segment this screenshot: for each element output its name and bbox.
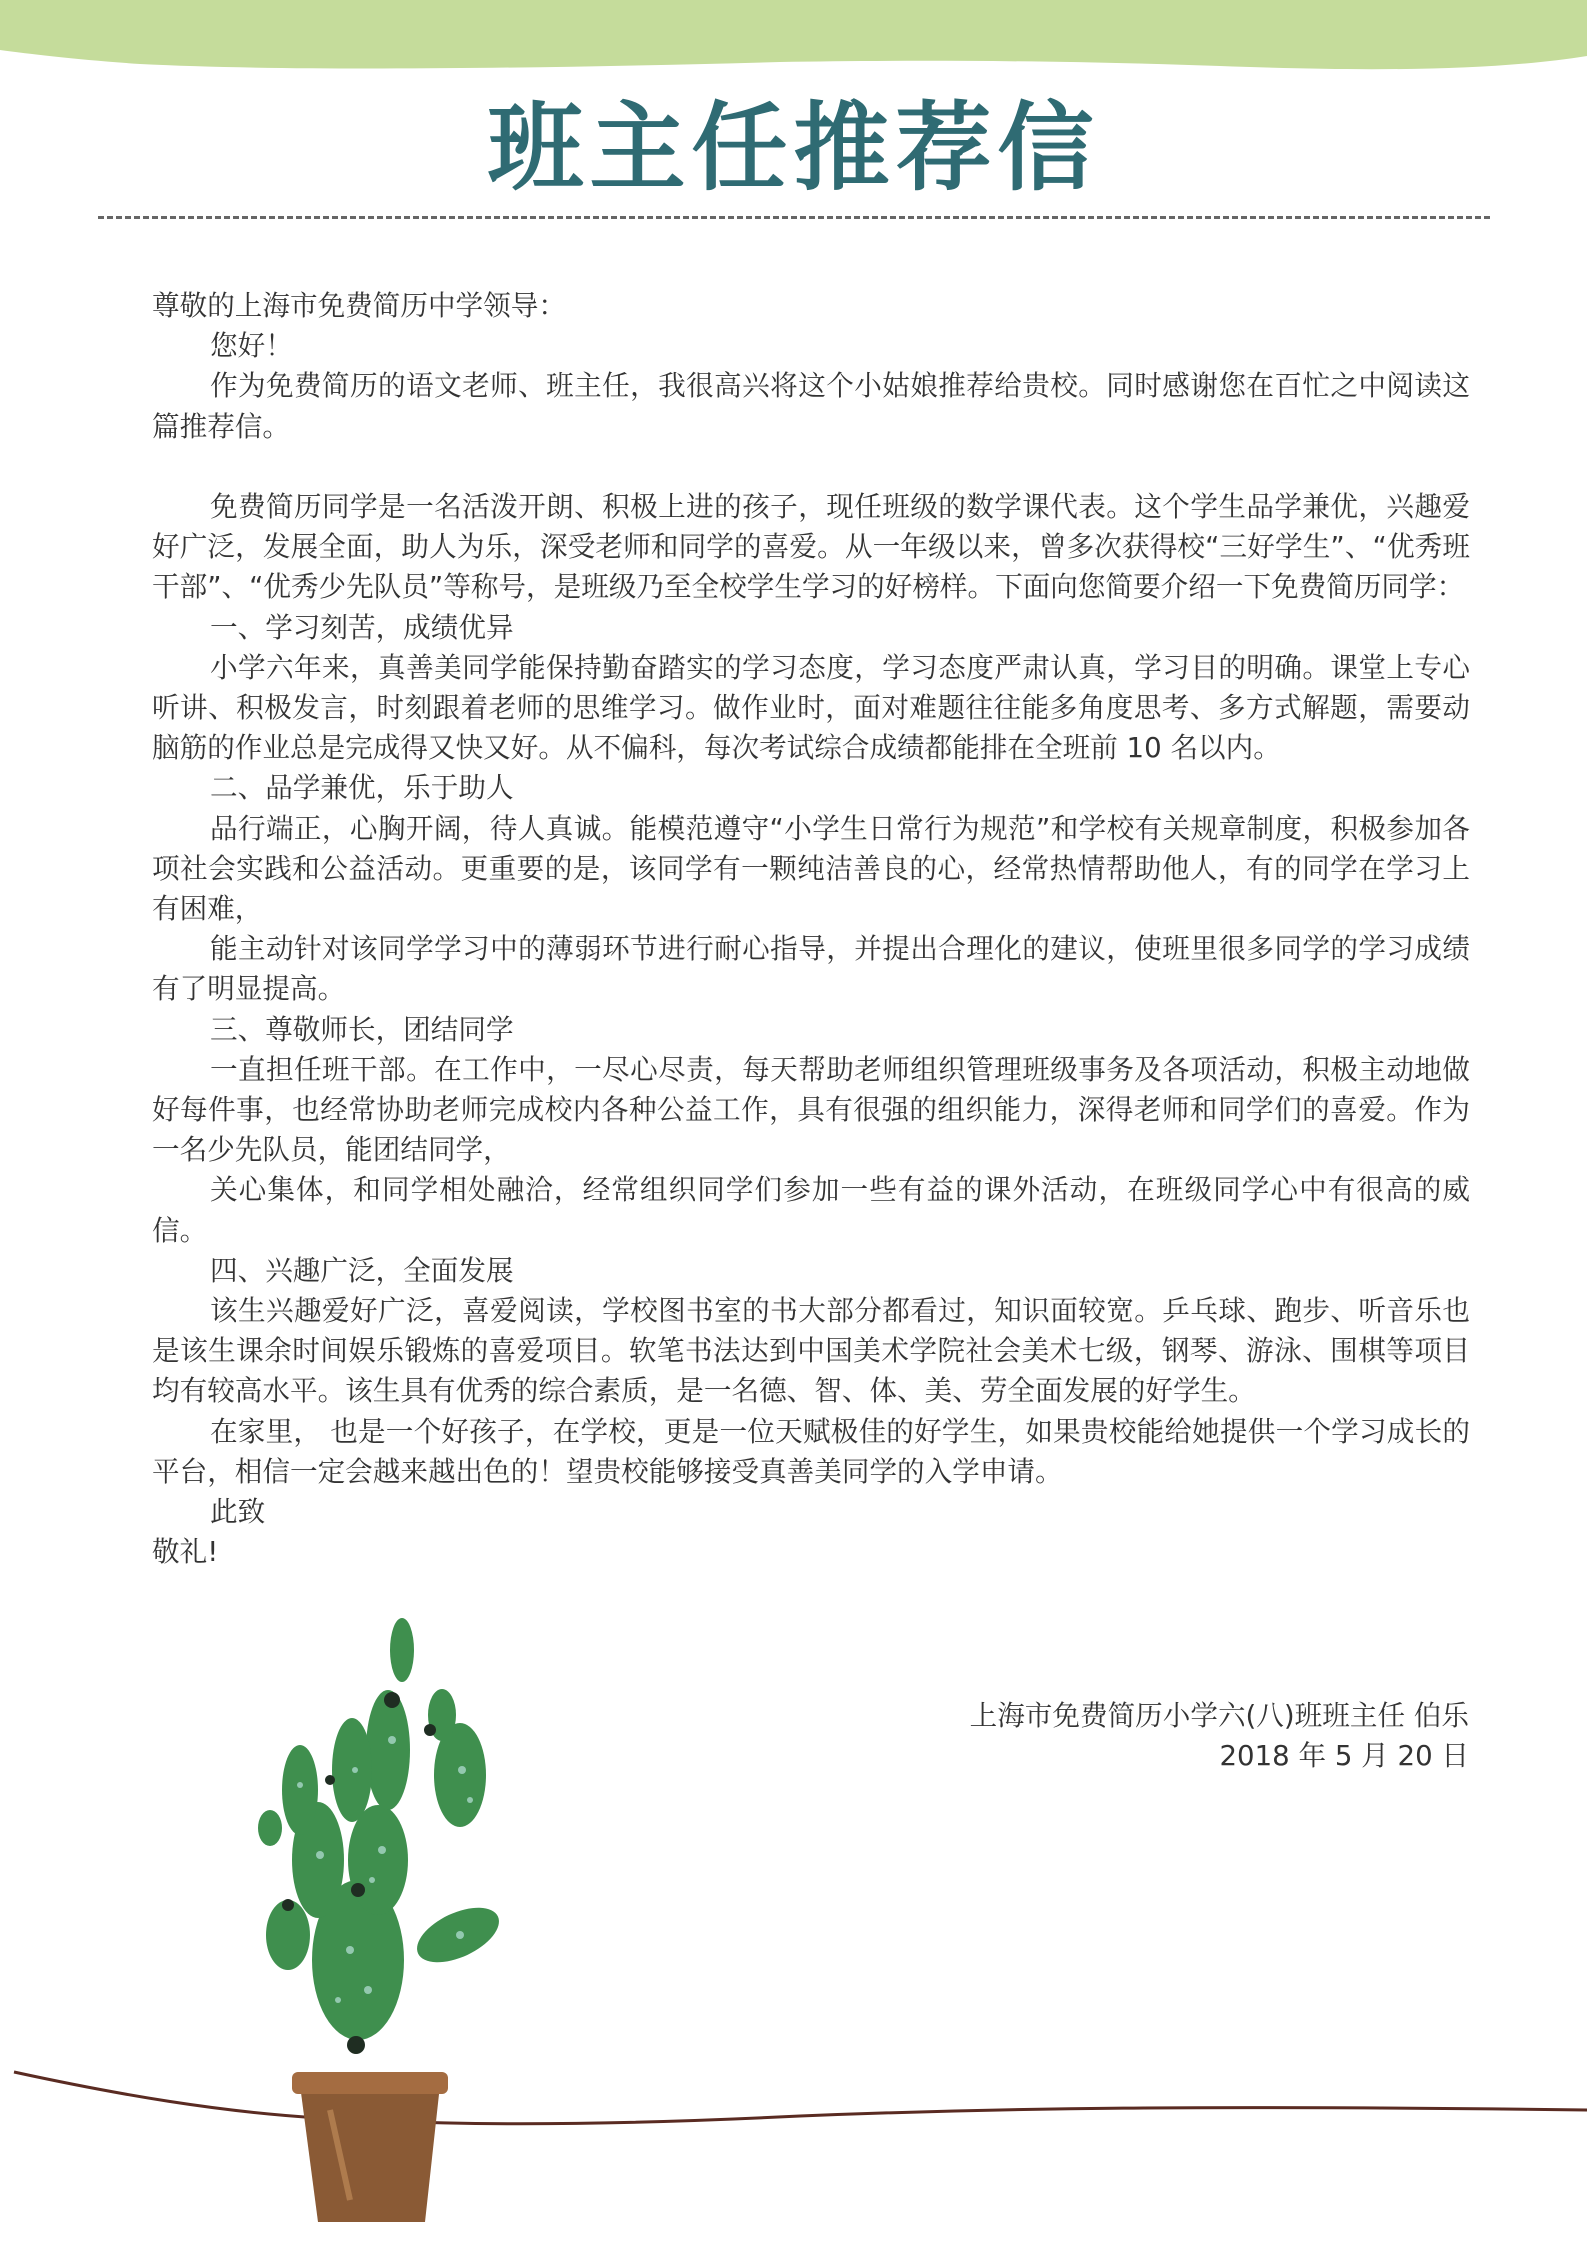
section-paragraph-4: 该生兴趣爱好广泛，喜爱阅读，学校图书室的书大部分都看过，知识面较宽。乒乓球、跑步、听音乐也是该生课余时间娱乐锻炼的喜爱项目。软笔书法达到中国美术学院社会美术七级，钢琴、游泳、围棋等项目均有较高水平。该生具有优秀的综合素质，是一名德、智、体、美、劳全面发展的好学生。 — [152, 1294, 1470, 1408]
page-title: 班主任推荐信 — [487, 92, 1100, 204]
section-heading-3: 三、尊敬师长，团结同学 — [210, 1012, 514, 1046]
cactus-left-bud — [258, 1810, 282, 1846]
section-heading-4: 四、兴趣广泛，全面发展 — [210, 1253, 514, 1287]
section-heading-1: 一、学习刻苦，成绩优异 — [210, 610, 514, 644]
section-heading-2: 二、品学兼优，乐于助人 — [210, 771, 514, 805]
greeting: 您好！ — [210, 329, 293, 363]
signature-date: 2018 年 5 月 20 日 — [1219, 1739, 1469, 1773]
cactus-top-pad — [366, 1690, 410, 1810]
signer: 上海市免费简历小学六(八)班班主任 伯乐 — [969, 1699, 1469, 1732]
cactus-pot — [300, 2085, 440, 2222]
salutation: 尊敬的上海市免费简历中学领导： — [152, 289, 566, 322]
top-green-band — [0, 0, 1587, 80]
closing-phrase: 此致 — [210, 1495, 266, 1529]
cactus-illustration — [0, 1590, 1587, 2245]
section-paragraph-2b: 能主动针对该同学学习中的薄弱环节进行耐心指导，并提出合理化的建议，使班里很多同学的学习成绩有了明显提高。 — [152, 932, 1470, 1006]
section-paragraph-3a: 一直担任班干部。在工作中，一尽心尽责，每天帮助老师组织管理班级事务及各项活动，积极主动地做好每件事，也经常协助老师完成校内各种公益工作，具有很强的组织能力，深得老师和同学们的喜爱。作为一名少先队员，能团结同学， — [152, 1052, 1470, 1167]
intro-paragraph: 作为免费简历的语文老师、班主任，我很高兴将这个小姑娘推荐给贵校。同时感谢您在百忙之中阅读这篇推荐信。 — [152, 369, 1470, 443]
section-paragraph-2a: 品行端正，心胸开阔，待人真诚。能模范遵守“小学生日常行为规范”和学校有关规章制度，积极参加各项社会实践和公益活动。更重要的是，该同学有一颗纯洁善良的心，经常热情帮助他人，有的同学在学习上有困难， — [152, 811, 1470, 926]
title-divider — [98, 216, 1490, 219]
cactus-pot-rim — [292, 2072, 448, 2094]
overview-paragraph: 免费简历同学是一名活泼开朗、积极上进的孩子，现任班级的数学课代表。这个学生品学兼优，兴趣爱好广泛，发展全面，助人为乐，深受老师和同学的喜爱。从一年级以来，曾多次获得校“三好学生”、“优秀班干部”、“优秀少先队员”等称号，是班级乃至全校学生学习的好榜样。下面向您简要介绍一下免费简历同学： — [152, 490, 1470, 604]
closing-salute: 敬礼! — [152, 1535, 219, 1569]
paragraph-gap — [152, 447, 1470, 487]
letter-body — [152, 286, 1470, 1572]
ground-line — [14, 2072, 1587, 2124]
cactus-top-bud — [390, 1618, 414, 1682]
closing-paragraph: 在家里， 也是一个好孩子，在学校，更是一位天赋极佳的好学生，如果贵校能给她提供一个学习成长的平台，相信一定会越来越出色的！望贵校能够接受真善美同学的入学申请。 — [152, 1414, 1470, 1488]
cactus-upper-stem — [348, 1805, 408, 1915]
section-paragraph-1: 小学六年来，真善美同学能保持勤奋踏实的学习态度，学习态度严肃认真，学习目的明确。课堂上专心听讲、积极发言，时刻跟着老师的思维学习。做作业时，面对难题往往能多角度思考、多方式解题，需要动脑筋的作业总是完成得又快又好。从不偏科，每次考试综合成绩都能排在全班前 10 名以内。 — [152, 650, 1470, 765]
cactus-left-arm-2 — [282, 1745, 318, 1835]
section-paragraph-3b: 关心集体，和同学相处融洽，经常组织同学们参加一些有益的课外活动，在班级同学心中有很高的威信。 — [152, 1173, 1470, 1247]
